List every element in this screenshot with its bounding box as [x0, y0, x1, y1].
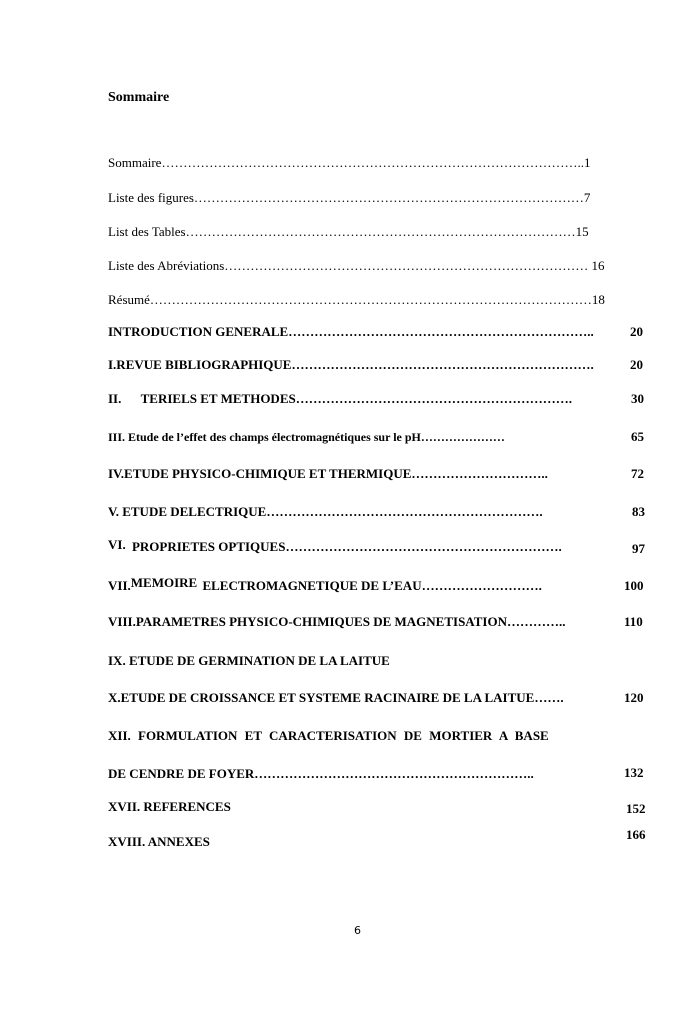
- toc-label: XII. FORMULATION ET CARACTERISATION DE MORTIER A BASE: [108, 728, 549, 743]
- toc-page: 166: [626, 827, 646, 842]
- toc-leader: ……………………………………………………………………………………..: [161, 155, 584, 170]
- toc-page: 16: [591, 258, 605, 273]
- toc-entry-annexes[interactable]: [108, 834, 210, 850]
- toc-page: 20: [630, 357, 643, 372]
- toc-label: Liste des figures: [108, 190, 194, 205]
- toc-page: 18: [591, 292, 605, 307]
- toc-leader: ………………………………………………………………………………: [185, 224, 576, 239]
- toc-leader: ……………………………………………………………..: [288, 324, 594, 339]
- toc-entry-materiels[interactable]: [108, 391, 572, 407]
- toc-page: 20: [630, 324, 643, 339]
- toc-entry-mortier[interactable]: [108, 728, 549, 744]
- toc-label: X.ETUDE DE CROISSANCE ET SYSTEME RACINAIRE DE LA LAITUE: [108, 690, 535, 705]
- toc-label: V. ETUDE DELECTRIQUE: [108, 504, 267, 519]
- toc-label: VII.: [108, 578, 131, 593]
- toc-label: I.REVUE BIBLIOGRAPHIQUE: [108, 357, 292, 372]
- toc-page: 100: [624, 578, 644, 593]
- toc-label: Liste des Abréviations: [108, 258, 225, 273]
- toc-label: VIII.PARAMETRES PHYSICO-CHIMIQUES DE MAGNETISATION: [108, 614, 507, 629]
- toc-entry-tables[interactable]: [108, 224, 589, 240]
- toc-page: 1: [583, 155, 591, 170]
- toc-leader: …………………: [420, 430, 505, 444]
- toc-page: 30: [631, 391, 644, 406]
- toc-entry-optiques[interactable]: [108, 539, 562, 555]
- toc-entry-abreviations[interactable]: [108, 258, 605, 274]
- toc-entry-germination[interactable]: [108, 653, 390, 669]
- toc-page: 72: [631, 466, 644, 481]
- toc-entry-revue[interactable]: [108, 357, 594, 373]
- toc-leader: …………………………………………………………………………………………: [149, 292, 592, 307]
- toc-page: 132: [624, 765, 644, 780]
- toc-label: XVII. REFERENCES: [108, 799, 231, 814]
- toc-label: XVIII. ANNEXES: [108, 834, 210, 849]
- toc-entry-delectrique[interactable]: [108, 504, 543, 520]
- toc-leader: …………………………………………………………….: [291, 357, 594, 372]
- page-heading: Sommaire: [108, 90, 170, 105]
- toc-label: VI.: [108, 537, 126, 552]
- toc-leader: ……………………………………………………….: [295, 391, 572, 406]
- toc-entry-ph[interactable]: [108, 429, 505, 445]
- toc-leader: ………………………………………………………..: [254, 766, 534, 781]
- toc-page: 15: [575, 224, 589, 239]
- page-number: 6: [354, 924, 361, 937]
- toc-entry-physico-chimique[interactable]: [108, 466, 548, 482]
- toc-label: List des Tables: [108, 224, 186, 239]
- toc-label: INTRODUCTION GENERALE: [108, 324, 289, 339]
- toc-label: II. TERIELS ET METHODES: [108, 391, 296, 406]
- toc-page: 120: [624, 690, 644, 705]
- toc-entry-resume[interactable]: [108, 292, 605, 308]
- toc-label: Résumé: [108, 292, 150, 307]
- toc-leader: ……………………………………………………….: [285, 539, 562, 554]
- toc-entry-figures[interactable]: [108, 190, 590, 206]
- toc-leader: …………………………..: [411, 466, 548, 481]
- toc-label: IV.ETUDE PHYSICO-CHIMIQUE ET THERMIQUE: [108, 466, 412, 481]
- toc-entry-introduction[interactable]: [108, 324, 594, 340]
- toc-page: 97: [632, 541, 645, 556]
- toc-label: DE CENDRE DE FOYER: [108, 766, 255, 781]
- toc-leader: ………………………………………………………………………………: [193, 190, 584, 205]
- toc-page: 152: [626, 801, 646, 816]
- toc-page: 110: [624, 614, 643, 629]
- toc-leader: …………………………………………………………………………: [224, 258, 592, 273]
- toc-leader: ……………………….: [421, 578, 542, 593]
- toc-label: Sommaire: [108, 155, 162, 170]
- toc-label: III. Etude de l’effet des champs électromagnétiques sur le pH: [108, 430, 421, 444]
- toc-label-continued: MEMOIRE: [130, 575, 198, 590]
- toc-page: 65: [631, 429, 644, 444]
- toc-leader: …………..: [506, 614, 566, 629]
- toc-leader: ……………………………………………………….: [266, 504, 543, 519]
- toc-entry-croissance[interactable]: [108, 690, 564, 706]
- toc-leader: …….: [534, 690, 564, 705]
- toc-label-continued: PROPRIETES OPTIQUES: [131, 539, 286, 554]
- toc-entry-cendre[interactable]: [108, 766, 534, 782]
- toc-entry-magnetisation[interactable]: [108, 614, 565, 630]
- toc-entry-references[interactable]: [108, 799, 231, 815]
- toc-page: 7: [583, 190, 591, 205]
- toc-label-continued: ELECTROMAGNETIQUE DE L’EAU: [202, 578, 422, 593]
- toc-page: 83: [632, 504, 645, 519]
- toc-entry-sommaire[interactable]: [108, 155, 590, 171]
- toc-entry-memoire[interactable]: [108, 575, 542, 594]
- toc-label: IX. ETUDE DE GERMINATION DE LA LAITUE: [108, 653, 390, 668]
